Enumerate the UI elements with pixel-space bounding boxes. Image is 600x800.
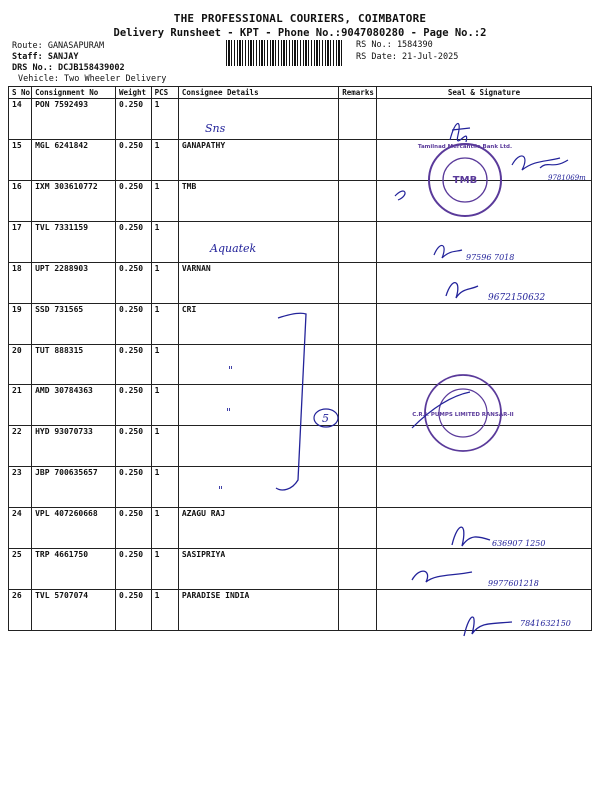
cell-sno: 22 bbox=[9, 426, 32, 467]
header-sno: S No bbox=[9, 87, 32, 99]
ditto-mark-row-20: " bbox=[228, 364, 234, 377]
barcode bbox=[226, 40, 344, 66]
cell-sno: 14 bbox=[9, 99, 32, 140]
cell-remarks bbox=[339, 180, 377, 221]
cell-remarks bbox=[339, 590, 377, 631]
ditto-mark-row-23: " bbox=[218, 484, 224, 497]
handwritten-phone-row-18: 9672150632 bbox=[488, 293, 546, 303]
header-consignment: Consignment No bbox=[32, 87, 116, 99]
cell-signature bbox=[376, 508, 591, 549]
cell-remarks bbox=[339, 549, 377, 590]
cell-weight: 0.250 bbox=[115, 221, 151, 262]
cell-weight: 0.250 bbox=[115, 180, 151, 221]
cell-remarks bbox=[339, 99, 377, 140]
cell-consignee bbox=[178, 426, 338, 467]
stamp-text-cri: C.R.I. PUMPS LIMITED RANSAR-II bbox=[412, 412, 514, 418]
handwritten-phone-row-24: 636907 1250 bbox=[492, 539, 546, 548]
cell-weight: 0.250 bbox=[115, 303, 151, 344]
cell-consignment: TVL 5707074 bbox=[32, 590, 116, 631]
table-row bbox=[9, 303, 592, 344]
cell-consignee: CRI bbox=[178, 303, 338, 344]
cell-consignee bbox=[178, 467, 338, 508]
cell-consignment: TUT 888315 bbox=[32, 344, 116, 385]
drs-info: DRS No.: DCJB158439002 bbox=[12, 63, 125, 73]
cell-consignee bbox=[178, 385, 338, 426]
cell-weight: 0.250 bbox=[115, 426, 151, 467]
handwritten-name-sns: Sns bbox=[205, 122, 226, 135]
cell-pcs: 1 bbox=[151, 426, 178, 467]
handwritten-phone-row-15: 9781069m bbox=[548, 174, 586, 182]
vehicle-info: Vehicle: Two Wheeler Delivery bbox=[18, 74, 167, 84]
cell-consignee: GANAPATHY bbox=[178, 139, 338, 180]
cell-sno: 21 bbox=[9, 385, 32, 426]
cell-signature bbox=[376, 549, 591, 590]
header-remarks: Remarks bbox=[339, 87, 377, 99]
header-pcs: PCS bbox=[151, 87, 178, 99]
staff-info: Staff: SANJAY bbox=[12, 52, 79, 62]
table-row bbox=[9, 590, 592, 631]
cell-consignee bbox=[178, 99, 338, 140]
stamp-logo-tmb: TMB bbox=[452, 175, 478, 186]
cell-pcs: 1 bbox=[151, 508, 178, 549]
table-row bbox=[9, 549, 592, 590]
cell-signature bbox=[376, 221, 591, 262]
cell-weight: 0.250 bbox=[115, 508, 151, 549]
route-info: Route: GANASAPURAM bbox=[12, 41, 105, 51]
cell-consignment: SSD 731565 bbox=[32, 303, 116, 344]
cell-consignment: VPL 407260668 bbox=[32, 508, 116, 549]
rs-date: RS Date: 21-Jul-2025 bbox=[356, 52, 459, 62]
cell-remarks bbox=[339, 221, 377, 262]
table-row bbox=[9, 99, 592, 140]
ditto-mark-row-21: " bbox=[226, 406, 232, 419]
cell-pcs: 1 bbox=[151, 180, 178, 221]
cell-remarks bbox=[339, 385, 377, 426]
cell-consignee: VARNAN bbox=[178, 262, 338, 303]
cell-sno: 18 bbox=[9, 262, 32, 303]
handwritten-phone-row-26: 7841632150 bbox=[520, 619, 571, 628]
handwritten-phone-row-25: 9977601218 bbox=[488, 579, 539, 588]
runsheet-table bbox=[8, 86, 592, 631]
cell-sno: 16 bbox=[9, 180, 32, 221]
table-row bbox=[9, 426, 592, 467]
cell-weight: 0.250 bbox=[115, 467, 151, 508]
cell-pcs: 1 bbox=[151, 303, 178, 344]
table-row bbox=[9, 180, 592, 221]
cell-signature bbox=[376, 303, 591, 344]
cell-sno: 20 bbox=[9, 344, 32, 385]
cell-signature bbox=[376, 385, 591, 426]
circled-count: 5 bbox=[322, 412, 329, 425]
cell-pcs: 1 bbox=[151, 221, 178, 262]
cell-consignee: SASIPRIYA bbox=[178, 549, 338, 590]
cell-weight: 0.250 bbox=[115, 344, 151, 385]
table-header-row bbox=[9, 87, 592, 99]
cell-signature bbox=[376, 590, 591, 631]
cell-weight: 0.250 bbox=[115, 385, 151, 426]
cell-pcs: 1 bbox=[151, 385, 178, 426]
cell-sno: 15 bbox=[9, 139, 32, 180]
cell-sno: 23 bbox=[9, 467, 32, 508]
cell-consignment: TVL 7331159 bbox=[32, 221, 116, 262]
cell-consignment: MGL 6241842 bbox=[32, 139, 116, 180]
cell-consignee bbox=[178, 344, 338, 385]
cell-pcs: 1 bbox=[151, 590, 178, 631]
cell-weight: 0.250 bbox=[115, 99, 151, 140]
cell-consignee: PARADISE INDIA bbox=[178, 590, 338, 631]
cell-consignment: UPT 2288903 bbox=[32, 262, 116, 303]
header-consignee: Consignee Details bbox=[178, 87, 338, 99]
table-row bbox=[9, 344, 592, 385]
stamp-text-tmb: Tamilnad Mercantile Bank Ltd. bbox=[417, 144, 513, 150]
cell-remarks bbox=[339, 344, 377, 385]
cell-pcs: 1 bbox=[151, 262, 178, 303]
table-row bbox=[9, 139, 592, 180]
runsheet-subtitle: Delivery Runsheet - KPT - Phone No.:9047080280 - Page No.:2 bbox=[113, 27, 487, 39]
cell-consignment: IXM 303610772 bbox=[32, 180, 116, 221]
handwritten-name-aquatek: Aquatek bbox=[210, 242, 257, 255]
cell-signature bbox=[376, 467, 591, 508]
page-title: THE PROFESSIONAL COURIERS, COIMBATORE bbox=[173, 12, 427, 25]
cell-weight: 0.250 bbox=[115, 590, 151, 631]
table-row bbox=[9, 262, 592, 303]
cell-consignment: PON 7592493 bbox=[32, 99, 116, 140]
cell-signature bbox=[376, 139, 591, 180]
cell-signature bbox=[376, 426, 591, 467]
cell-consignment: TRP 4661750 bbox=[32, 549, 116, 590]
cell-pcs: 1 bbox=[151, 344, 178, 385]
table-row bbox=[9, 385, 592, 426]
cell-remarks bbox=[339, 262, 377, 303]
cell-sno: 19 bbox=[9, 303, 32, 344]
cell-sno: 26 bbox=[9, 590, 32, 631]
cell-sno: 24 bbox=[9, 508, 32, 549]
header-signature: Seal & Signature bbox=[376, 87, 591, 99]
cell-consignment: AMD 30784363 bbox=[32, 385, 116, 426]
cell-remarks bbox=[339, 426, 377, 467]
cell-sno: 17 bbox=[9, 221, 32, 262]
table-row bbox=[9, 467, 592, 508]
cell-signature bbox=[376, 344, 591, 385]
cell-remarks bbox=[339, 467, 377, 508]
cell-sno: 25 bbox=[9, 549, 32, 590]
cell-consignee: TMB bbox=[178, 180, 338, 221]
rs-number: RS No.: 1584390 bbox=[356, 40, 433, 50]
cell-consignee: AZAGU RAJ bbox=[178, 508, 338, 549]
cell-weight: 0.250 bbox=[115, 262, 151, 303]
cell-weight: 0.250 bbox=[115, 549, 151, 590]
cell-signature bbox=[376, 99, 591, 140]
cell-remarks bbox=[339, 508, 377, 549]
cell-remarks bbox=[339, 139, 377, 180]
header-weight: Weight bbox=[115, 87, 151, 99]
cell-pcs: 1 bbox=[151, 139, 178, 180]
cell-pcs: 1 bbox=[151, 467, 178, 508]
cell-signature bbox=[376, 262, 591, 303]
table-row bbox=[9, 508, 592, 549]
cell-consignment: JBP 700635657 bbox=[32, 467, 116, 508]
handwritten-phone-row-17: 97596 7018 bbox=[466, 253, 515, 262]
table-row bbox=[9, 221, 592, 262]
cell-weight: 0.250 bbox=[115, 139, 151, 180]
cell-consignee bbox=[178, 221, 338, 262]
cell-remarks bbox=[339, 303, 377, 344]
cell-pcs: 1 bbox=[151, 99, 178, 140]
cell-signature bbox=[376, 180, 591, 221]
cell-pcs: 1 bbox=[151, 549, 178, 590]
cell-consignment: HYD 93070733 bbox=[32, 426, 116, 467]
